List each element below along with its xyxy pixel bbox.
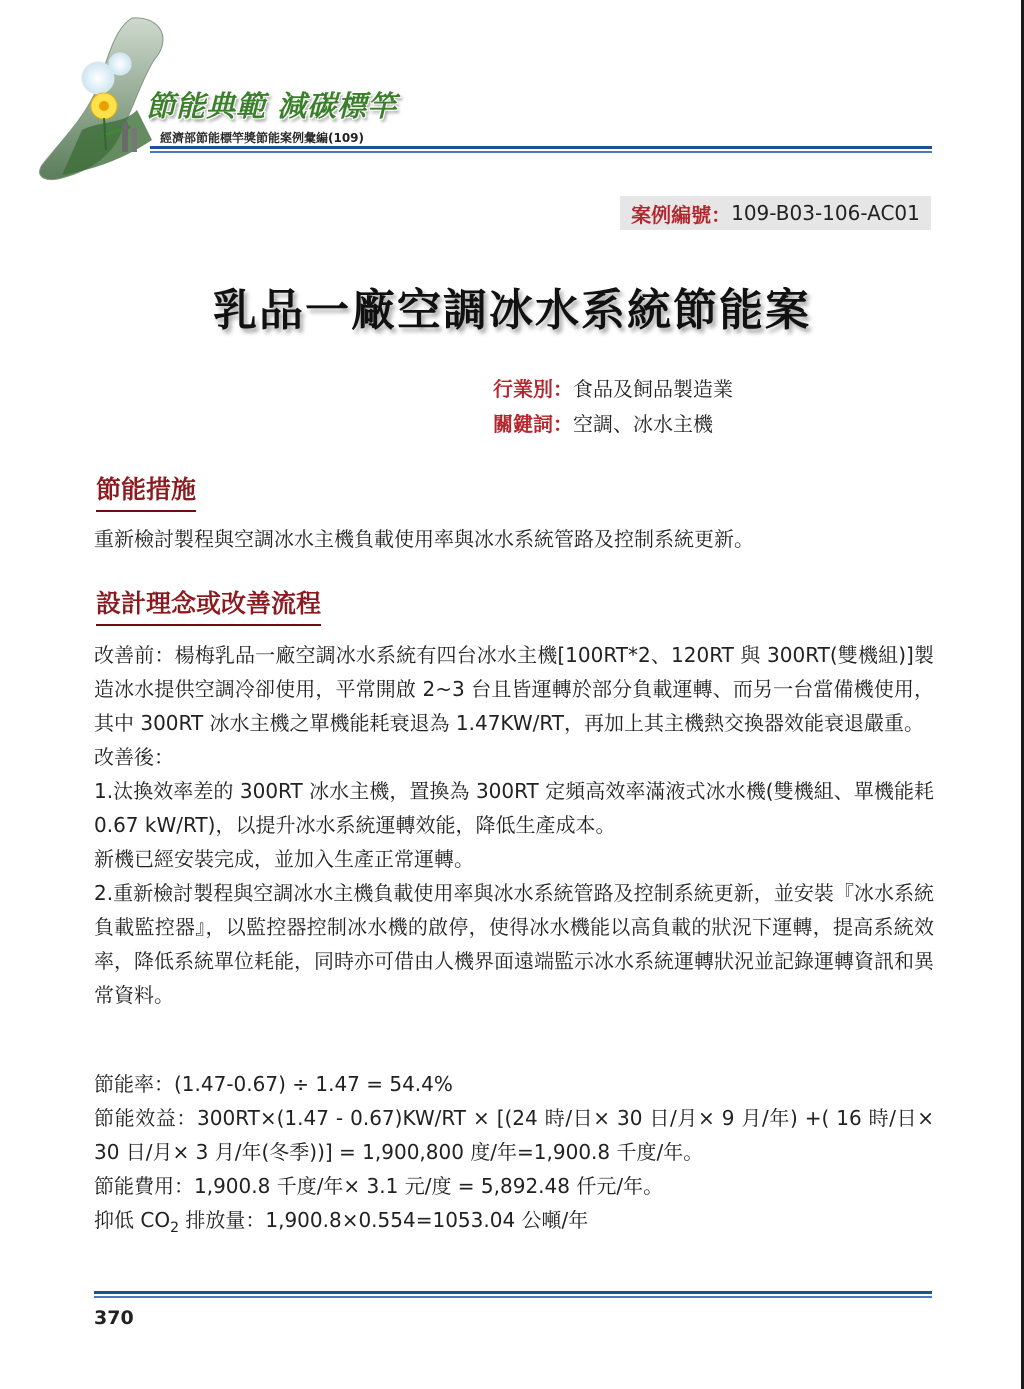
brand-subtitle: 經濟部節能標竿獎節能案例彙編(109) [160, 131, 365, 145]
page-title: 乳品一廠空調冰水系統節能案 [213, 285, 811, 336]
paragraph-item-2: 2.重新檢討製程與空調冰水主機負載使用率與冰水系統管路及控制系統更新，並安裝『冰水系統負載監控器』，以監控器控制冰水機的啟停，使得冰水機能以高負載的狀況下運轉，提高系統效率，降低系統單位耗能，同時亦可借由人機界面遠端監示冰水系統運轉狀況並記錄運轉資訊和異常資料。 [94, 881, 934, 1007]
keywords-value: 空調、冰水主機 [573, 412, 713, 436]
page-number: 370 [94, 1307, 134, 1329]
co2-prefix: 抑低 CO [94, 1208, 171, 1232]
measures-text: 重新檢討製程與空調冰水主機負載使用率與冰水系統管路及控制系統更新。 [94, 527, 754, 551]
industry-value: 食品及飼品製造業 [573, 377, 733, 401]
paragraph-item-1: 1.汰換效率差的 300RT 冰水主機，置換為 300RT 定頻高效率滿液式冰水機(雙機組、單機能耗 0.67 kW/RT)，以提升冰水系統運轉效能，降低生產成本。 [94, 779, 934, 837]
paragraph-installed: 新機已經安裝完成，並加入生產正常運轉。 [94, 847, 474, 871]
co2-suffix: 排放量：1,900.8×0.554=1053.04 公噸/年 [179, 1208, 589, 1232]
saving-cost: 節能費用：1,900.8 千度/年× 3.1 元/度 = 5,892.48 仟元/年。 [94, 1174, 664, 1198]
calculation-block [94, 1067, 934, 1245]
header-rule-secondary [150, 151, 932, 153]
section-heading-measures: 節能措施 [96, 470, 196, 512]
design-body [94, 638, 934, 1012]
paragraph-before: 改善前：楊梅乳品一廠空調冰水系統有四台冰水主機[100RT*2、120RT 與 300RT(雙機組)]製造冰水提供空調冷卻使用，平常開啟 2~3 台且皆運轉於部分負載運轉、而另一台當備機使用，其中 300RT 冰水主機之單機能耗衰退為 1.47KW/RT，再加上其主機熱交換器效能衰退嚴重。 [94, 643, 934, 735]
keywords-row [493, 408, 713, 437]
section-heading-design: 設計理念或改善流程 [96, 584, 321, 626]
case-number-label: 案例編號： [631, 202, 732, 227]
case-number-box [620, 196, 931, 230]
footer-rule-secondary [94, 1296, 932, 1298]
paragraph-after-label: 改善後： [94, 745, 174, 769]
brand-title: 節能典範 減碳標竿 [146, 89, 398, 123]
industry-row [493, 373, 733, 402]
keywords-label: 關鍵詞： [493, 412, 573, 436]
co2-subscript: 2 [170, 1220, 179, 1236]
case-number-value: 109-B03-106-AC01 [731, 201, 920, 225]
saving-benefit: 節能效益：300RT×(1.47 - 0.67)KW/RT × [(24 時/日× 30 日/月× 9 月/年) +( 16 時/日× 30 日/月× 3 月/年(冬季))] = 1,900,800 度/年=1,900.8 千度/年。 [94, 1106, 934, 1164]
co2-reduction [94, 1203, 934, 1245]
header-rule [150, 146, 932, 149]
saving-rate: 節能率：(1.47-0.67) ÷ 1.47 = 54.4% [94, 1072, 453, 1096]
industry-label: 行業別： [493, 377, 573, 401]
footer-rule [94, 1291, 932, 1294]
